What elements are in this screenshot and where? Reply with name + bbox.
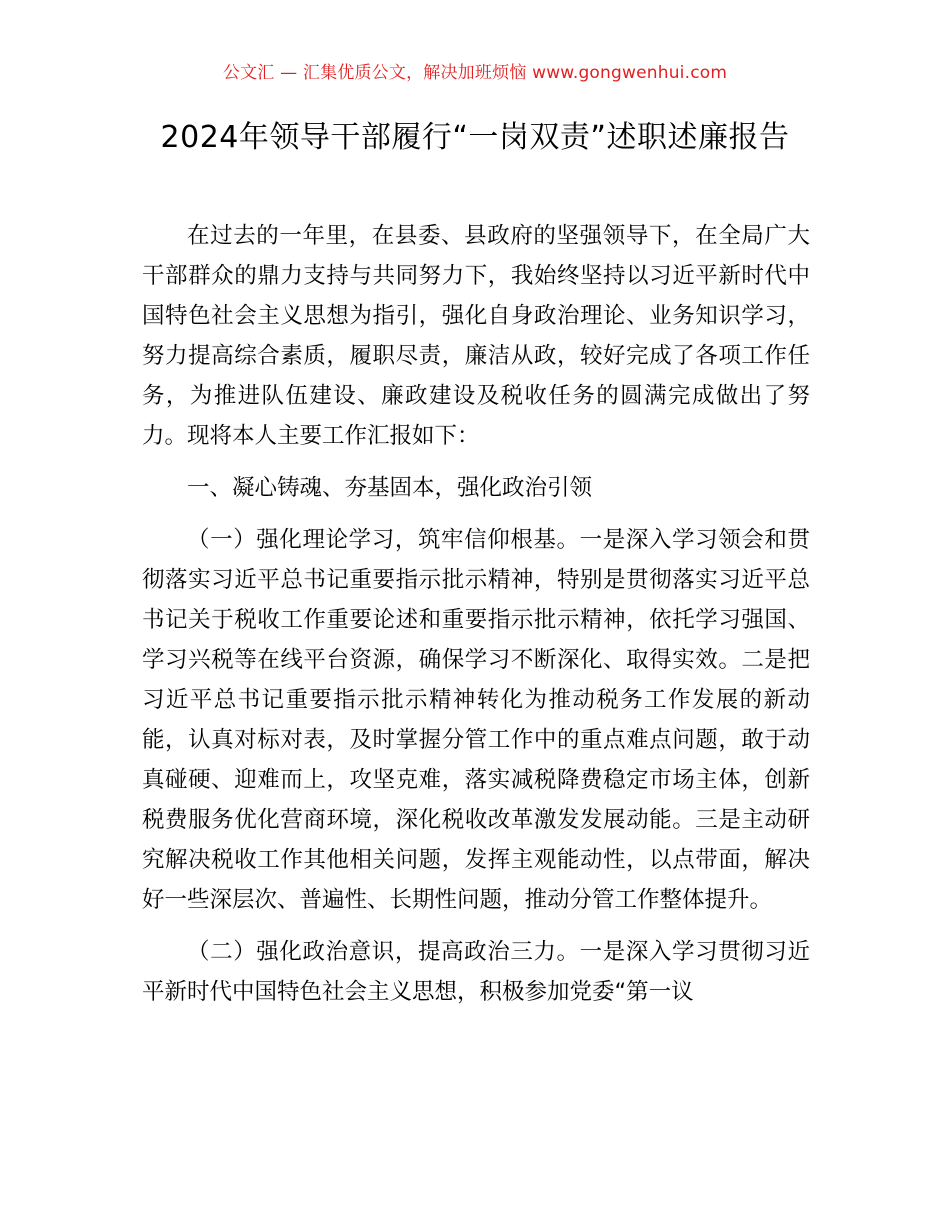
- subsection-paragraph-1: （一）强化理论学习，筑牢信仰根基。一是深入学习领会和贯彻落实习近平总书记重要指示批示精神，特别是贯彻落实习近平总书记关于税收工作重要论述和重要指示批示精神，依托学习强国、学习兴税等在线平台资源，确保学习不断深化、取得实效。二是把习近平总书记重要指示批示精神转化为推动税务工作发展的新动能，认真对标对表，及时掌握分管工作中的重点难点问题，敢于动真碰硬、迎难而上，攻坚克难，落实减税降费稳定市场主体，创新税费服务优化营商环境，深化税收改革激发发展动能。三是主动研究解决税收工作其他相关问题，发挥主观能动性，以点带面，解决好一些深层次、普遍性、长期性问题，推动分管工作整体提升。: [142, 527, 810, 913]
- intro-paragraph: 在过去的一年里，在县委、县政府的坚强领导下，在全局广大干部群众的鼎力支持与共同努力下，我始终坚持以习近平新时代中国特色社会主义思想为指引，强化自身政治理论、业务知识学习，努力提高综合素质，履职尽责，廉洁从政，较好完成了各项工作任务，为推进队伍建设、廉政建设及税收任务的圆满完成做出了努力。现将本人主要工作汇报如下：: [142, 223, 810, 449]
- site-banner: 公文汇 — 汇集优质公文，解决加班烦恼 www.gongwenhui.com: [222, 63, 728, 83]
- document-title: 2024年领导干部履行“一岗双责”述职述廉报告: [160, 120, 790, 155]
- document-body: [142, 216, 810, 1012]
- section-heading-1: 一、凝心铸魂、夯基固本，强化政治引领: [187, 475, 593, 501]
- subsection-paragraph-2: （二）强化政治意识，提高政治三力。一是深入学习贯彻习近平新时代中国特色社会主义思想，积极参加党委“第一议: [142, 939, 810, 1005]
